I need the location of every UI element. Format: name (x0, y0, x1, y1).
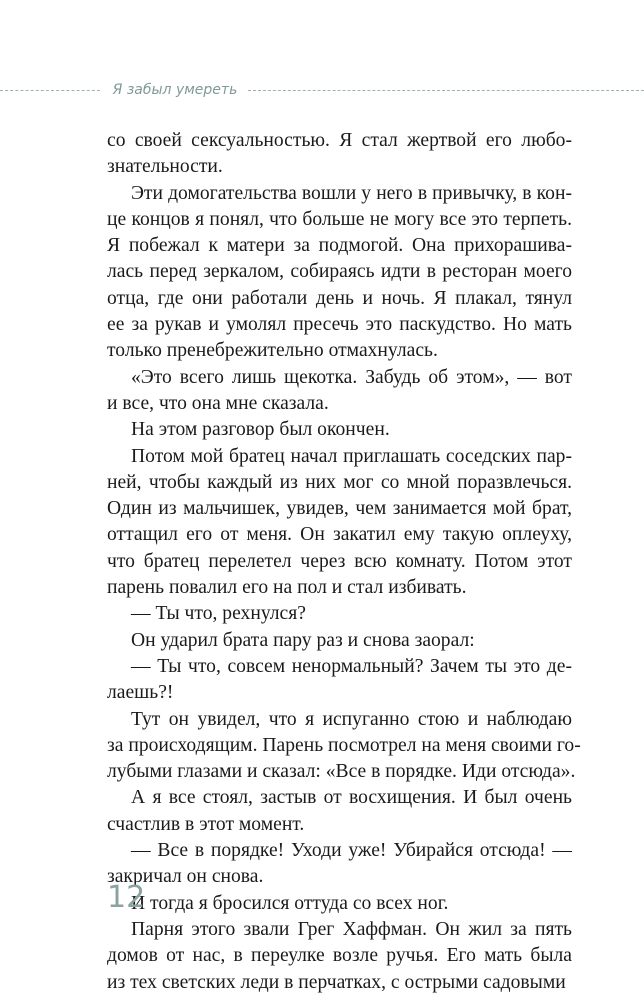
text-line: за происходящим. Парень посмотрел на меня своими го- (107, 734, 581, 756)
text-line: И тогда я бросился оттуда со всех ног. (131, 892, 449, 914)
text-line: Эти домогательства вошли у него в привычку, в кон- (131, 182, 572, 204)
text-line: закричал он снова. (107, 866, 264, 888)
text-line: Я побежал к матери за подмогой. Она прихорашива- (107, 235, 572, 257)
text-line: ней, чтобы каждый из них мог со мной поразвлечься. (107, 471, 572, 493)
text-line: — Все в порядке! Уходи уже! Убирайся отсюда! — (131, 840, 572, 862)
paragraph (107, 601, 572, 627)
page-number: 12 (107, 880, 146, 915)
text-line: со своей сексуальностью. Я стал жертвой его любо- (107, 130, 572, 151)
running-title: Я забыл умереть (112, 82, 238, 98)
text-line: лаешь?! (107, 682, 174, 704)
text-line: ее за рукав и умолял пресечь это паскудство. Но мать (107, 314, 572, 336)
text-line: парень повалил его на пол и стал избивать. (107, 577, 467, 599)
paragraph (107, 917, 572, 996)
text-line: Один из мальчишек, увидев, чем занимается мой брат, (107, 498, 572, 520)
header-dashed-rule-left (0, 90, 100, 91)
text-line: А я все стоял, застыв от восхищения. И был очень (131, 787, 572, 809)
text-line: Он ударил брата пару раз и снова заорал: (131, 629, 475, 651)
running-header (0, 80, 644, 100)
text-line: Парня этого звали Грег Хаффман. Он жил за пять (131, 918, 572, 940)
paragraph (107, 181, 572, 365)
paragraph (107, 444, 572, 602)
header-dashed-rule-right (248, 90, 644, 91)
text-line: — Ты что, совсем ненормальный? Зачем ты это де- (131, 655, 572, 677)
paragraph (107, 654, 572, 707)
text-line: отца, где они работали день и ночь. Я плакал, тянул (107, 287, 572, 309)
text-line: знательности. (107, 156, 223, 178)
text-line: оттащил его от меня. Он закатил ему такую оплеуху, (107, 524, 572, 546)
text-line: и все, что она мне сказала. (107, 392, 329, 414)
text-line: На этом разговор был окончен. (131, 419, 390, 441)
text-line: це концов я понял, что больше не могу все это терпеть. (107, 208, 572, 230)
text-line: лась перед зеркалом, собираясь идти в ресторан моего (107, 261, 572, 283)
text-line: «Это всего лишь щекотка. Забудь об этом», — вот (131, 366, 572, 388)
paragraph (107, 628, 572, 654)
text-line: — Ты что, рехнулся? (131, 603, 306, 625)
text-line: только пренебрежительно отмахнулась. (107, 340, 438, 362)
text-line: Тут он увидел, что я испуганно стою и наблюдаю (131, 708, 572, 730)
body-text (107, 128, 581, 996)
text-line: что братец перелетел через всю комнату. Потом этот (107, 550, 572, 572)
text-line: Потом мой братец начал приглашать соседских пар- (131, 445, 572, 467)
text-line: лубыми глазами и сказал: «Все в порядке. Иди отсюда». (107, 761, 576, 783)
paragraph (107, 891, 572, 917)
paragraph (107, 785, 572, 838)
paragraph (107, 707, 581, 786)
paragraph (107, 128, 572, 181)
text-line: счастлив в этот момент. (107, 813, 305, 835)
text-line: домов от нас, в переулке возле ручья. Его мать была (107, 945, 572, 967)
paragraph (107, 365, 572, 418)
paragraph (107, 417, 572, 443)
paragraph (107, 838, 572, 891)
text-line: из тех светских леди в перчатках, с острыми садовыми (107, 971, 566, 993)
